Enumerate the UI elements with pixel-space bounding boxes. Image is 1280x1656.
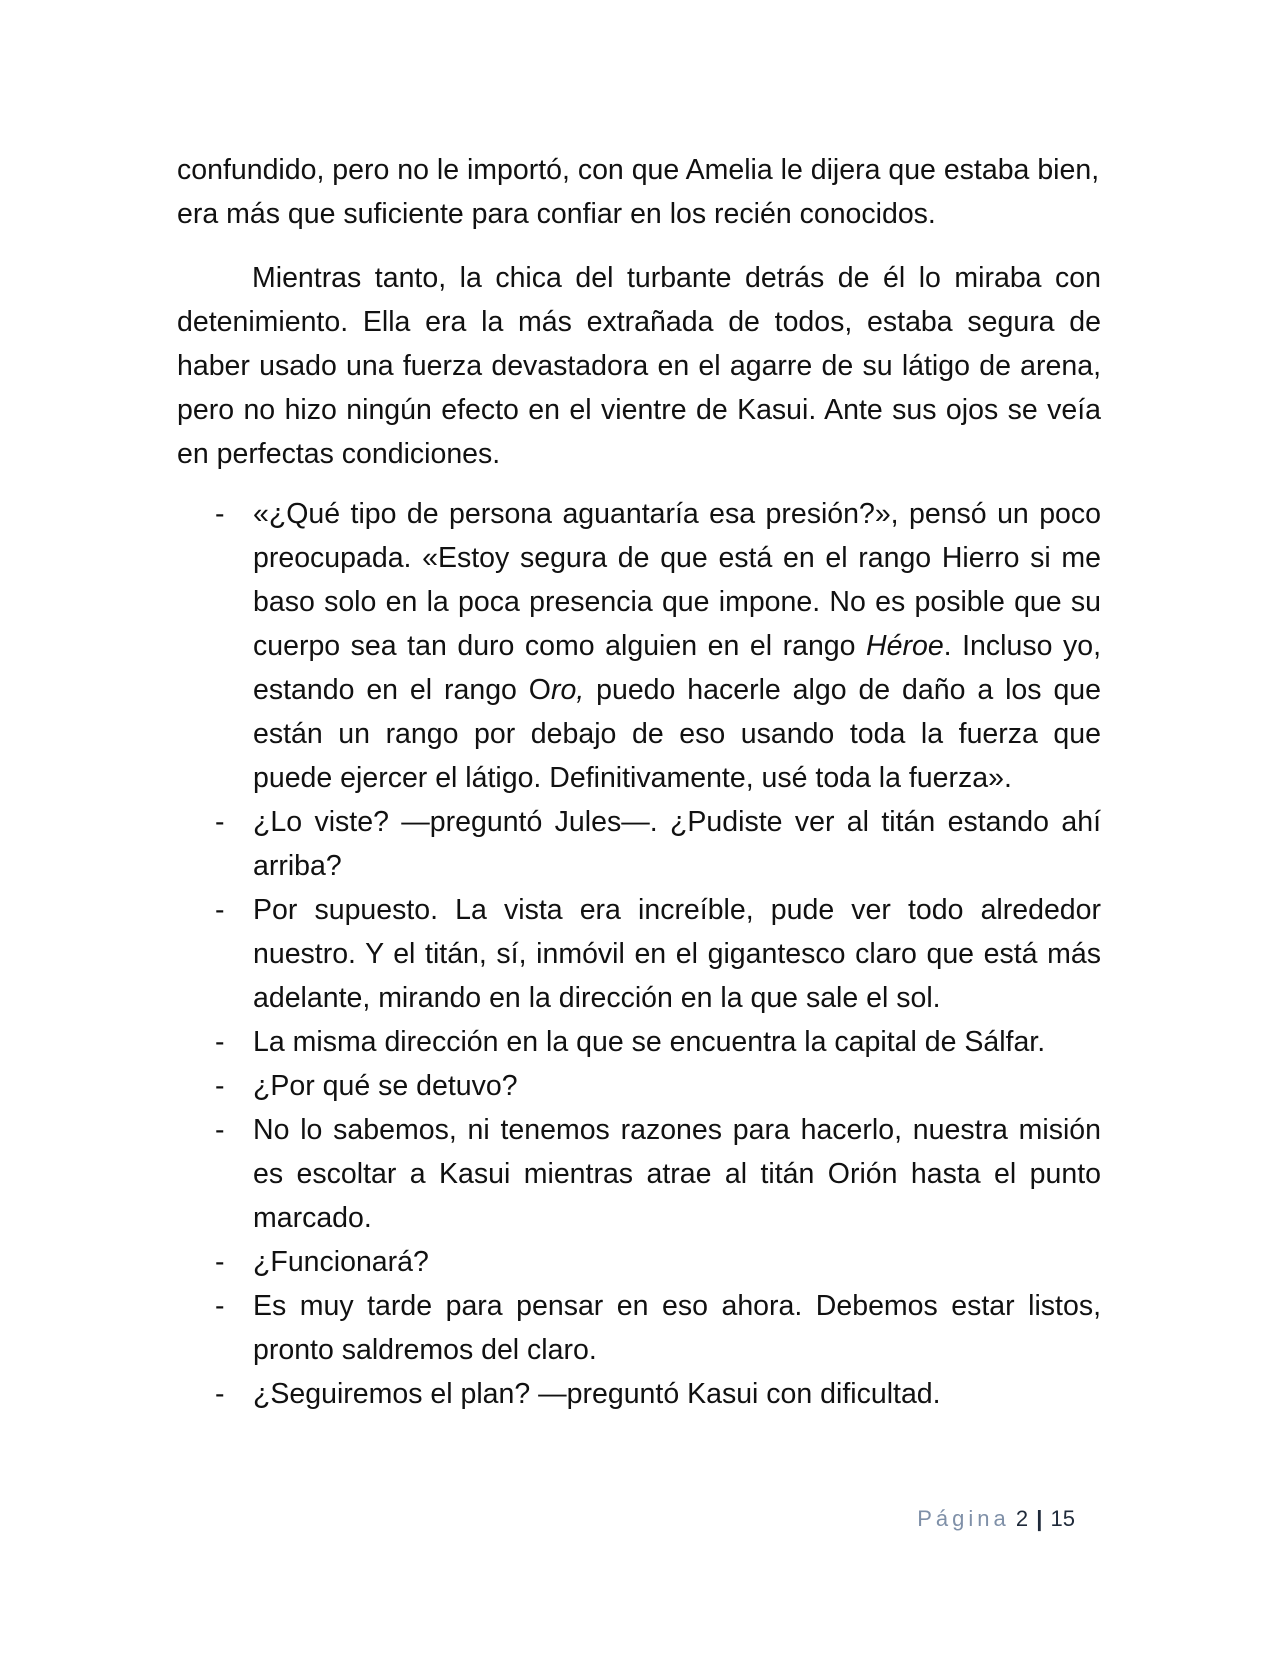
paragraph-narration: Mientras tanto, la chica del turbante detrás de él lo miraba con detenimiento. Ella era la más extrañada de todos, estaba segura de haber usado una fuerza devastadora en el agarre de su látigo de arena, pero no hizo ningún efecto en el vientre de Kasui. Ante sus ojos se veía en perfectas condiciones. [177,262,1101,470]
dialogue-text: No lo sabemos, ni tenemos razones para hacerlo, nuestra misión es escoltar a Kasui mientras atrae al titán Orión hasta el punto marcado. [253,1114,1101,1234]
dialogue-dash: - [215,1070,225,1102]
dialogue-line [177,1372,1101,1416]
dialogue-text: ¿Lo viste? —preguntó Jules—. ¿Pudiste ver al titán estando ahí arriba? [253,806,1101,882]
dialogue-line [177,1064,1101,1108]
thought-text-middle: . Incluso yo, estando en el rango O [253,630,1101,706]
dialogue-text: ¿Funcionará? [253,1246,429,1278]
page-number-separator: | [1036,1506,1043,1531]
dialogue-line-thought [177,492,1101,800]
dialogue-dash: - [215,1026,225,1058]
paragraph-continuation: confundido, pero no le importó, con que Amelia le dijera que estaba bien, era más que suficiente para confiar en los recién conocidos. [177,154,1100,230]
dialogue-line [177,1284,1101,1372]
dialogue-line [177,888,1101,1020]
dialogue-text: ¿Seguiremos el plan? —preguntó Kasui con dificultad. [253,1378,941,1410]
dialogue-line [177,800,1101,888]
page-number-total: 15 [1050,1506,1075,1531]
dialogue-text [253,498,1101,794]
rank-name-oro: ro, [550,674,585,706]
thought-text-before: «¿Qué tipo de persona aguantaría esa presión?», pensó un poco preocupada. «Estoy segura de que está en el rango Hierro si me baso solo en la poca presencia que impone. No es posible que su cuerpo sea tan duro como alguien en el rango [253,498,1101,662]
dialogue-dash: - [215,1246,225,1278]
dialogue-text: Es muy tarde para pensar en eso ahora. Debemos estar listos, pronto saldremos del claro. [253,1290,1101,1366]
dialogue-dash: - [215,806,225,838]
dialogue-dash: - [215,1290,225,1322]
page-label: Página [917,1506,1010,1531]
dialogue-text: Por supuesto. La vista era increíble, pude ver todo alrededor nuestro. Y el titán, sí, inmóvil en el gigantesco claro que está más adelante, mirando en la dirección en la que sale el sol. [253,894,1101,1014]
rank-name-heroe: Héroe [866,630,944,662]
dialogue-line [177,1240,1101,1284]
dialogue-line [177,1020,1101,1064]
dialogue-text: La misma dirección en la que se encuentra la capital de Sálfar. [253,1026,1046,1058]
dialogue-dash: - [215,894,225,926]
dialogue-list [177,492,1101,1416]
page-footer [700,1505,1075,1533]
dialogue-dash: - [215,1114,225,1146]
dialogue-dash: - [215,1378,225,1410]
dialogue-dash: - [215,498,225,530]
dialogue-text: ¿Por qué se detuvo? [253,1070,518,1102]
thought-text-after: puedo hacerle algo de daño a los que están un rango por debajo de eso usando toda la fuerza que puede ejercer el látigo. Definitivamente, usé toda la fuerza». [253,674,1101,794]
dialogue-line [177,1108,1101,1240]
page-number-current: 2 [1015,1506,1029,1531]
